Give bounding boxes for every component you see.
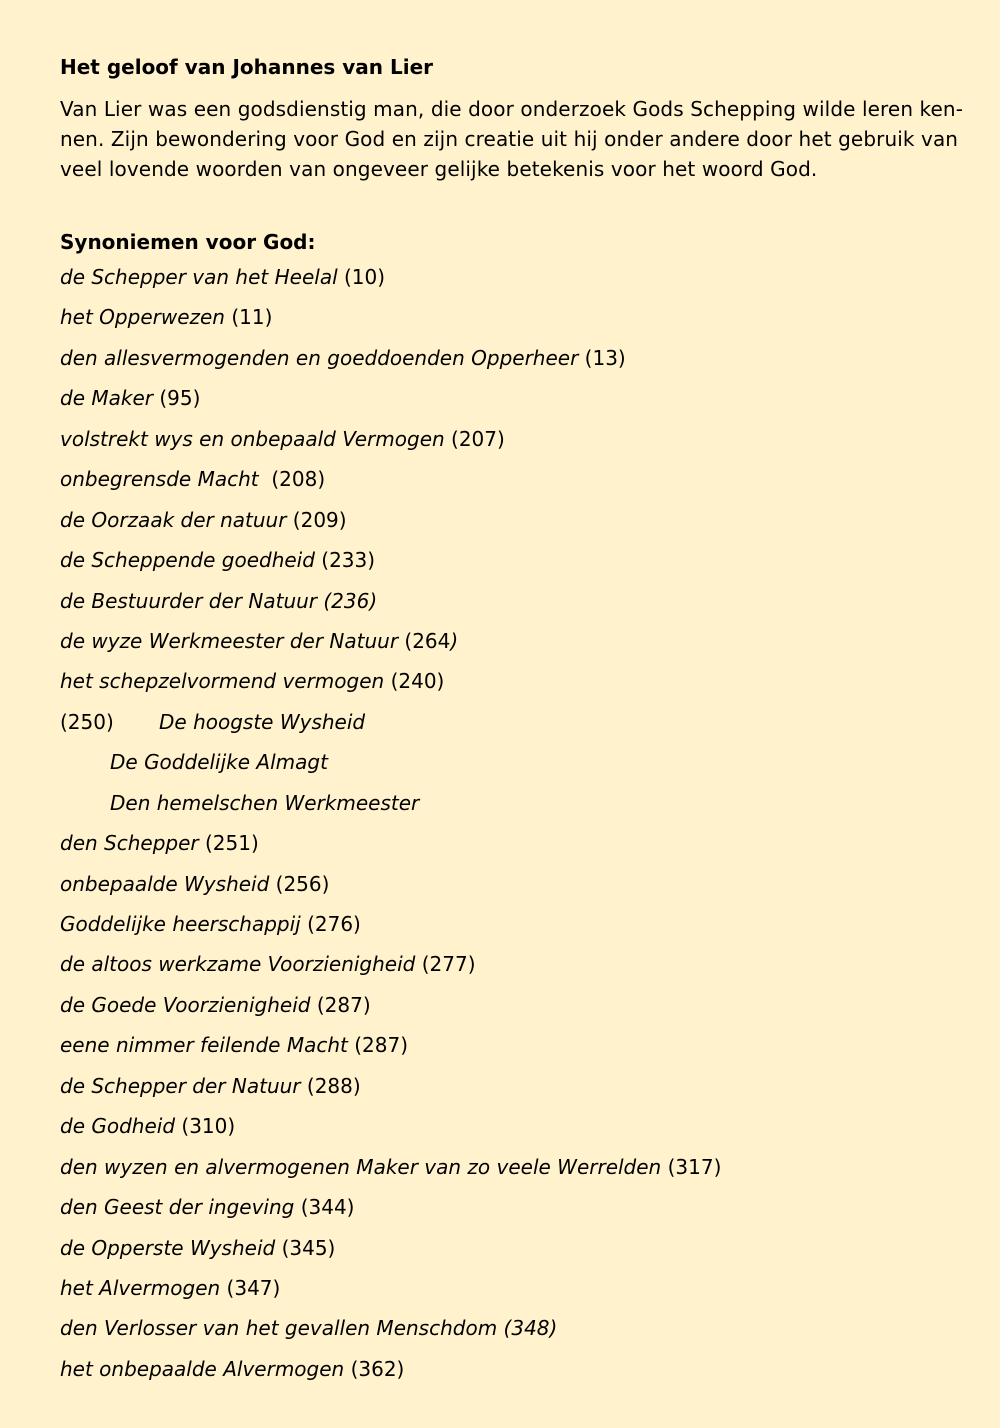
- synonym-term: den Schepper: [60, 831, 199, 856]
- page-reference: (264: [404, 628, 451, 653]
- list-item: [60, 864, 960, 904]
- synonym-term: de wyze Werkmeester der Natuur: [60, 628, 399, 653]
- list-item: [60, 378, 960, 418]
- list-item: [60, 944, 960, 984]
- synonym-term: de Schepper van het Heelal: [60, 265, 338, 289]
- list-item: [60, 581, 960, 621]
- list-item: [60, 1308, 960, 1348]
- synonym-term: eene nimmer feilende Macht: [60, 1033, 348, 1058]
- page-reference: (348): [503, 1316, 558, 1341]
- synonym-term: den allesvermogenden en goeddoenden Opperheer: [60, 345, 579, 370]
- list-item: [60, 257, 960, 297]
- page-reference: (288): [306, 1073, 361, 1098]
- page-reference: (251): [204, 831, 259, 856]
- page-reference: (347): [226, 1275, 281, 1300]
- list-item: [60, 1025, 960, 1065]
- synonym-term: het schepzelvormend vermogen: [60, 669, 385, 694]
- synonym-term: den wyzen en alvermogenen Maker van zo veele Werrelden: [60, 1154, 662, 1179]
- synonym-term: Den hemelschen Werkmeester: [110, 790, 420, 815]
- page-reference: (208): [264, 467, 326, 492]
- page-reference: (95): [159, 386, 201, 411]
- synonym-term: het Alvermogen: [60, 1275, 221, 1300]
- synonym-term: de altoos werkzame Voorzienigheid: [60, 952, 416, 977]
- synonym-term: de Goede Voorzienigheid: [60, 992, 311, 1017]
- synonym-term: De hoogste Wysheid: [159, 709, 366, 734]
- synonyms-list: [60, 257, 960, 1389]
- page-reference-tail: ): [450, 628, 459, 653]
- page-reference: (310): [181, 1114, 236, 1139]
- document-page: [60, 52, 964, 1389]
- list-item: [60, 500, 960, 540]
- list-item: [60, 1187, 960, 1227]
- synonym-term: het Opperwezen: [60, 305, 225, 330]
- intro-line: nen. Zijn bewondering voor God en zijn creatie uit hij onder andere door het gebruik van: [60, 127, 959, 151]
- list-item: [60, 621, 960, 661]
- list-item: [60, 459, 960, 499]
- page-reference: (277): [421, 952, 476, 977]
- synonym-term: volstrekt wys en onbepaald Vermogen: [60, 426, 445, 451]
- page-reference: (287): [354, 1033, 408, 1058]
- list-item: [60, 661, 960, 701]
- list-item: [60, 1349, 960, 1389]
- synonym-term: de Schepper der Natuur: [60, 1073, 301, 1098]
- list-item: [60, 985, 960, 1025]
- page-reference: (207): [451, 426, 505, 451]
- list-item: [60, 540, 960, 580]
- synonym-term: de Godheid: [60, 1114, 176, 1139]
- synonym-term: den Verlosser van het gevallen Menschdom: [60, 1316, 498, 1341]
- synonym-term: De Goddelijke Almagt: [110, 750, 328, 775]
- page-reference: (362): [350, 1356, 405, 1381]
- page-reference: (276): [307, 912, 361, 936]
- page-reference: (256): [275, 871, 330, 896]
- synonym-term: onbegrensde Macht: [60, 467, 259, 492]
- page-reference: (233): [321, 548, 376, 573]
- page-reference: (236): [323, 588, 378, 613]
- synonym-term: de Oorzaak der natuur: [60, 507, 287, 532]
- list-item: [60, 702, 960, 742]
- page-reference: (345): [281, 1235, 336, 1260]
- synonym-term: onbepaalde Wysheid: [60, 871, 270, 896]
- list-item: [60, 1066, 960, 1106]
- synonym-term: de Bestuurder der Natuur: [60, 588, 318, 613]
- synonyms-heading: Synoniemen voor God:: [60, 230, 316, 254]
- list-item: [60, 823, 960, 863]
- synonym-term: Goddelijke heerschappij: [60, 912, 301, 936]
- list-item: [60, 742, 960, 782]
- page-reference: (209): [292, 507, 347, 532]
- page-reference: (10): [344, 265, 386, 289]
- page-reference: (13): [584, 345, 626, 370]
- list-item: [60, 419, 960, 459]
- list-item: [60, 338, 960, 378]
- synonym-term: het onbepaalde Alvermogen: [60, 1356, 345, 1381]
- page-reference: (250): [60, 709, 114, 734]
- list-item: [60, 297, 960, 337]
- page-reference: (240): [390, 669, 445, 694]
- page-reference: (287): [316, 992, 371, 1017]
- list-item: [60, 1268, 960, 1308]
- synonym-term: de Scheppende goedheid: [60, 548, 315, 573]
- page-reference: (317): [667, 1154, 722, 1179]
- page-title: Het geloof van Johannes van Lier: [60, 55, 434, 79]
- intro-line: veel lovende woorden van ongeveer gelijke betekenis voor het woord God.: [60, 157, 818, 181]
- list-item: [60, 904, 960, 944]
- intro-line: Van Lier was een godsdienstig man, die door onderzoek Gods Schepping wilde leren ken-: [60, 97, 964, 121]
- page-reference: (11): [231, 305, 273, 330]
- synonym-term: den Geest der ingeving: [60, 1195, 295, 1220]
- list-item: [60, 1106, 960, 1146]
- synonym-term: de Opperste Wysheid: [60, 1235, 276, 1260]
- intro-paragraph: [60, 94, 964, 184]
- list-item: [60, 783, 960, 823]
- page-reference: (344): [300, 1195, 355, 1220]
- list-item: [60, 1147, 960, 1187]
- list-item: [60, 1228, 960, 1268]
- synonym-term: de Maker: [60, 386, 153, 411]
